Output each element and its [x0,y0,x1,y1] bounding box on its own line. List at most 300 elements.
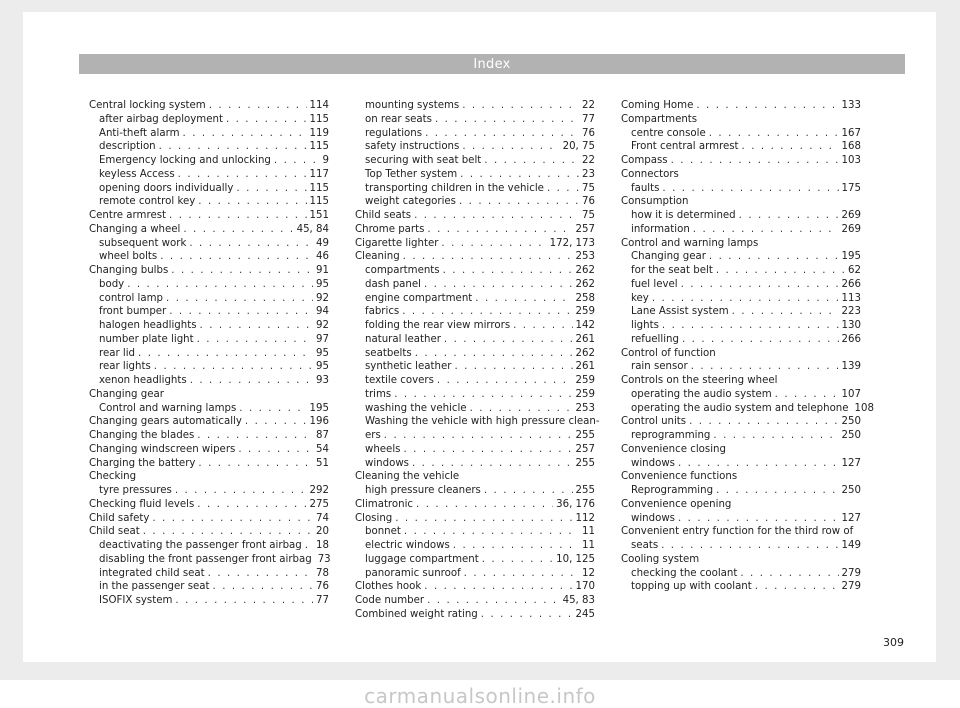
dot-leader [732,305,839,319]
index-subentry [355,168,595,182]
index-subentry [89,250,329,264]
entry-label: operating the audio system [631,388,772,400]
entry-page-refs: 22 [582,100,595,111]
entry-label: Convenient entry function for the third row of [621,526,854,538]
entry-label: Consumption [621,196,689,208]
index-subentry [621,292,861,306]
entry-page-refs: 279 [841,567,861,579]
entry-page-refs: 253 [575,402,595,414]
index-entry [621,113,861,127]
entry-label: Cigarette lighter [355,237,439,249]
index-subentry [355,305,595,319]
entry-label: Changing windscreen wipers [89,443,236,455]
entry-page-refs: 127 [841,457,861,469]
entry-page-refs: 255 [575,457,595,469]
entry-page-refs: 45, 84 [296,223,329,235]
entry-page-refs: 93 [316,375,329,386]
index-entry [355,470,595,484]
dot-leader [169,209,307,223]
entry-label: Changing gear [631,251,706,263]
entry-page-refs: 95 [316,361,329,373]
index-subentry [89,333,329,347]
dot-leader [444,333,573,347]
entry-label: Front central armrest [631,141,739,153]
entry-page-refs: 20, 75 [562,141,595,153]
entry-page-refs: 115 [309,182,329,194]
dot-leader [459,195,579,209]
dot-leader [154,360,313,374]
index-subentry [89,127,329,141]
dot-leader [454,360,572,374]
index-entry [89,525,329,539]
entry-page-refs: 250 [841,430,861,441]
entry-label: Closing [355,512,393,524]
dot-leader [716,484,838,498]
index-subentry [89,292,329,306]
dot-leader [475,292,572,306]
dot-leader [460,168,579,182]
dot-leader [662,319,839,333]
index-entry [355,580,595,594]
entry-label: Emergency locking and unlocking [99,155,271,166]
index-subentry [89,182,329,196]
dot-leader [414,209,579,223]
entry-page-refs: 22 [582,155,595,166]
dot-leader [127,278,313,292]
dot-leader [169,305,313,319]
entry-page-refs: 168 [841,141,861,153]
index-subentry [355,553,595,567]
entry-label: regulations [365,127,423,139]
entry-label: after airbag deployment [99,113,223,125]
index-subentry [355,140,595,154]
dot-leader [239,402,306,416]
entry-label: subsequent work [99,237,187,249]
dot-leader [236,182,306,196]
entry-page-refs: 245 [575,608,595,620]
index-subentry [355,374,595,388]
entry-label: operating the audio system and telephone [631,402,849,414]
index-entry [89,388,329,402]
index-subentry [355,443,595,457]
entry-label: Top Tether system [365,168,458,180]
index-subentry [89,539,329,553]
entry-label: body [99,278,125,290]
dot-leader [412,457,573,471]
index-column-3 [621,99,874,594]
index-subentry [355,154,595,168]
entry-label: Central locking system [89,100,206,111]
dot-leader [441,237,546,251]
index-entry [89,498,329,512]
index-subentry [621,402,874,416]
entry-page-refs: 257 [575,223,595,235]
index-subentry [621,250,861,264]
index-subentry [621,182,861,196]
dot-leader [716,264,845,278]
index-entry [621,374,861,388]
entry-label: engine compartment [365,292,473,304]
dot-leader [661,539,838,553]
index-entry [89,223,329,237]
index-subentry [89,360,329,374]
dot-leader [226,113,307,127]
entry-label: wheel bolts [99,251,158,263]
dot-leader [416,498,553,512]
entry-page-refs: 12 [582,567,595,579]
entry-label: for the seat belt [631,265,713,276]
entry-label: natural leather [365,333,441,345]
dot-leader [274,154,320,168]
index-subentry [621,388,861,402]
entry-page-refs: 261 [575,333,595,345]
entry-page-refs: 78 [316,567,329,579]
index-subentry [355,484,595,498]
dot-leader [482,553,553,567]
entry-page-refs: 108 [854,402,874,414]
dot-leader [424,278,573,292]
dot-leader [209,99,307,113]
entry-label: Convenience opening [621,498,732,510]
index-entry [89,209,329,223]
index-subentry [355,457,595,471]
entry-page-refs: 266 [841,278,861,290]
entry-label: topping up with coolant [631,581,752,593]
index-entry [89,512,329,526]
entry-page-refs: 115 [309,196,329,208]
entry-page-refs: 223 [841,306,861,318]
dot-leader [245,415,307,429]
entry-label: on rear seats [365,113,432,125]
dot-leader [671,154,839,168]
entry-label: Child seat [89,526,140,538]
entry-label: washing the vehicle [365,402,467,414]
index-subentry [621,360,861,374]
entry-label: tyre pressures [99,485,172,496]
watermark-text: carmanualsonline.info [364,684,596,708]
entry-label: Coming Home [621,100,694,111]
entry-label: wheels [365,443,401,455]
entry-page-refs: 97 [316,333,329,345]
dot-leader [208,567,313,581]
index-entry [89,457,329,471]
index-subentry [355,333,595,347]
index-entry [621,154,861,168]
entry-page-refs: 262 [575,347,595,359]
index-entry [355,223,595,237]
entry-label: dash panel [365,278,421,290]
index-subentry [89,140,329,154]
dot-leader [437,374,573,388]
dot-leader [713,429,838,443]
index-subentry [355,264,595,278]
entry-page-refs: 269 [841,210,861,221]
index-entry [355,498,595,512]
index-subentry [621,580,861,594]
entry-page-refs: 167 [841,127,861,139]
entry-label: Clothes hook [355,581,422,593]
dot-leader [166,292,313,306]
dot-leader [462,99,579,113]
index-entry [621,168,861,182]
entry-page-refs: 113 [841,292,861,304]
dot-leader [775,388,839,402]
index-subentry [621,209,861,223]
index-subentry [89,567,329,581]
dot-leader [464,567,579,581]
index-entry [89,443,329,457]
index-entry [89,99,329,113]
index-subentry [355,567,595,581]
dot-leader [197,429,313,443]
index-subentry [355,195,595,209]
dot-leader [427,223,572,237]
entry-label: keyless Access [99,168,175,180]
index-entry [355,512,595,526]
entry-label: Checking fluid levels [89,498,195,510]
index-subentry [89,195,329,209]
index-subentry [89,580,329,594]
entry-label: Controls on the steering wheel [621,375,778,386]
entry-label: seatbelts [365,347,412,359]
dot-leader [425,127,579,141]
entry-page-refs: 36, 176 [556,498,595,510]
dot-leader [424,580,572,594]
entry-label: information [631,223,690,235]
index-subentry [89,278,329,292]
entry-label: Control units [621,416,687,428]
entry-label: fabrics [365,306,400,318]
dot-leader [175,594,313,608]
entry-label: Cleaning [355,251,400,263]
index-entry [621,553,861,567]
index-subentry [89,168,329,182]
entry-page-refs: 112 [575,512,595,524]
index-subentry [89,237,329,251]
entry-page-refs: 257 [575,443,595,455]
index-subentry [89,594,329,608]
entry-page-refs: 76 [316,581,329,593]
entry-page-refs: 115 [309,141,329,153]
entry-label: control lamp [99,292,164,304]
index-subentry [621,127,861,141]
entry-label: Changing gear [89,388,164,400]
dot-leader [198,457,313,471]
entry-label: bonnet [365,526,401,538]
entry-label: Cleaning the vehicle [355,471,460,483]
dot-leader [402,305,572,319]
dot-leader [484,484,573,498]
entry-label: securing with seat belt [365,155,482,166]
dot-leader [462,140,559,154]
entry-label: Changing a wheel [89,223,181,235]
entry-label: textile covers [365,375,434,386]
entry-label: rear lid [99,347,136,359]
entry-label: lights [631,320,659,331]
entry-label: luggage compartment [365,553,479,565]
index-subentry [355,113,595,127]
entry-page-refs: 76 [582,196,595,208]
entry-label: refuelling [631,333,679,345]
entry-label: key [631,292,649,304]
index-subentry [89,154,329,168]
entry-page-refs: 45, 83 [562,595,595,606]
entry-label: xenon headlights [99,375,187,386]
entry-label: Connectors [621,168,679,180]
entry-page-refs: 127 [841,512,861,524]
entry-label: disabling the front passenger front airbag [99,553,312,565]
index-subentry [89,319,329,333]
entry-page-refs: 103 [841,155,861,166]
index-subentry [89,305,329,319]
index-entry [621,498,861,512]
dot-leader [403,443,572,457]
dot-leader [384,429,573,443]
dot-leader [197,498,306,512]
entry-page-refs: 119 [309,127,329,139]
entry-page-refs: 23 [582,168,595,180]
entry-label: Changing the blades [89,430,195,441]
dot-leader [197,333,313,347]
dot-leader [427,594,560,608]
dot-leader [484,154,579,168]
entry-label: Climatronic [355,498,414,510]
entry-label: Anti-theft alarm [99,127,180,139]
dot-leader [178,168,307,182]
dot-leader [200,319,314,333]
entry-label: Changing gears automatically [89,416,242,428]
index-subentry [355,182,595,196]
dot-leader [143,525,313,539]
dot-leader [470,402,573,416]
dot-leader [682,333,839,347]
dot-leader [213,580,314,594]
entry-label: windows [631,457,675,469]
entry-label: seats [631,540,659,551]
entry-page-refs: 107 [841,388,861,400]
entry-label: Combined weight rating [355,608,478,620]
index-subentry [355,347,595,361]
index-entry [621,237,861,251]
index-subentry [89,402,329,416]
dot-leader [739,209,839,223]
index-entry [355,608,595,622]
entry-label: Lane Assist system [631,306,729,318]
entry-label: Control of function [621,347,716,359]
index-subentry [621,539,861,553]
entry-label: Checking [89,471,137,483]
entry-label: Centre armrest [89,210,167,221]
entry-page-refs: 133 [841,100,861,111]
entry-label: folding the rear view mirrors [365,320,511,331]
dot-leader [513,319,572,333]
index-entry [621,99,861,113]
dot-leader [678,457,839,471]
entry-page-refs: 91 [316,265,329,276]
entry-label: halogen headlights [99,320,197,331]
entry-label: Code number [355,595,425,606]
index-header-bar [79,54,905,74]
entry-label: Control and warning lamps [621,237,759,249]
dot-leader [709,250,839,264]
entry-label: windows [631,512,675,524]
dot-leader [689,415,838,429]
index-subentry [89,113,329,127]
dot-leader [152,512,313,526]
entry-page-refs: 95 [316,278,329,290]
dot-leader [740,567,838,581]
entry-page-refs: 196 [309,416,329,428]
index-subentry [621,140,861,154]
entry-page-refs: 139 [841,361,861,373]
dot-leader [481,608,573,622]
dot-leader [709,127,839,141]
dot-leader [138,347,313,361]
index-subentry [355,278,595,292]
dot-leader [696,99,838,113]
index-subentry [621,305,861,319]
index-entry [89,264,329,278]
dot-leader [395,512,572,526]
entry-label: compartments [365,265,440,276]
entry-label: mounting systems [365,100,460,111]
index-subentry [621,484,861,498]
entry-label: number plate light [99,333,194,345]
index-entry [355,594,595,608]
entry-label: reprogramming [631,430,711,441]
entry-label: Chrome parts [355,223,425,235]
entry-label: opening doors individually [99,182,234,194]
index-subentry [355,402,595,416]
entry-label: Changing bulbs [89,265,169,276]
entry-page-refs: 292 [309,485,329,496]
entry-label: in the passenger seat [99,581,210,593]
index-subentry [355,525,595,539]
entry-page-refs: 73 [317,553,331,565]
entry-page-refs: 142 [575,320,595,331]
entry-page-refs: 87 [316,430,329,441]
index-entry [89,415,329,429]
index-entry [621,470,861,484]
entry-page-refs: 258 [575,292,595,304]
index-subentry [355,127,595,141]
dot-leader [238,443,313,457]
entry-page-refs: 20 [316,526,329,538]
index-subentry [621,223,861,237]
entry-label: synthetic leather [365,361,452,373]
entry-page-refs: 51 [316,457,329,469]
entry-label: Compass [621,155,668,166]
index-entry [355,237,595,251]
entry-page-refs: 279 [841,581,861,593]
index-subentry [621,567,861,581]
dot-leader [547,182,579,196]
entry-label: Cooling system [621,553,700,565]
index-subentry [355,360,595,374]
entry-page-refs: 262 [575,265,595,276]
index-subentry [355,319,595,333]
entry-label: remote control key [99,196,196,208]
index-entry [355,209,595,223]
index-subentry [621,512,861,526]
index-column-2 [355,99,600,622]
entry-page-refs: 255 [575,485,595,496]
dot-leader [678,512,839,526]
entry-label: Washing the vehicle with high pressure clean- [365,416,600,428]
dot-leader [305,539,313,553]
entry-page-refs: 75 [582,182,595,194]
index-subentry [355,99,595,113]
